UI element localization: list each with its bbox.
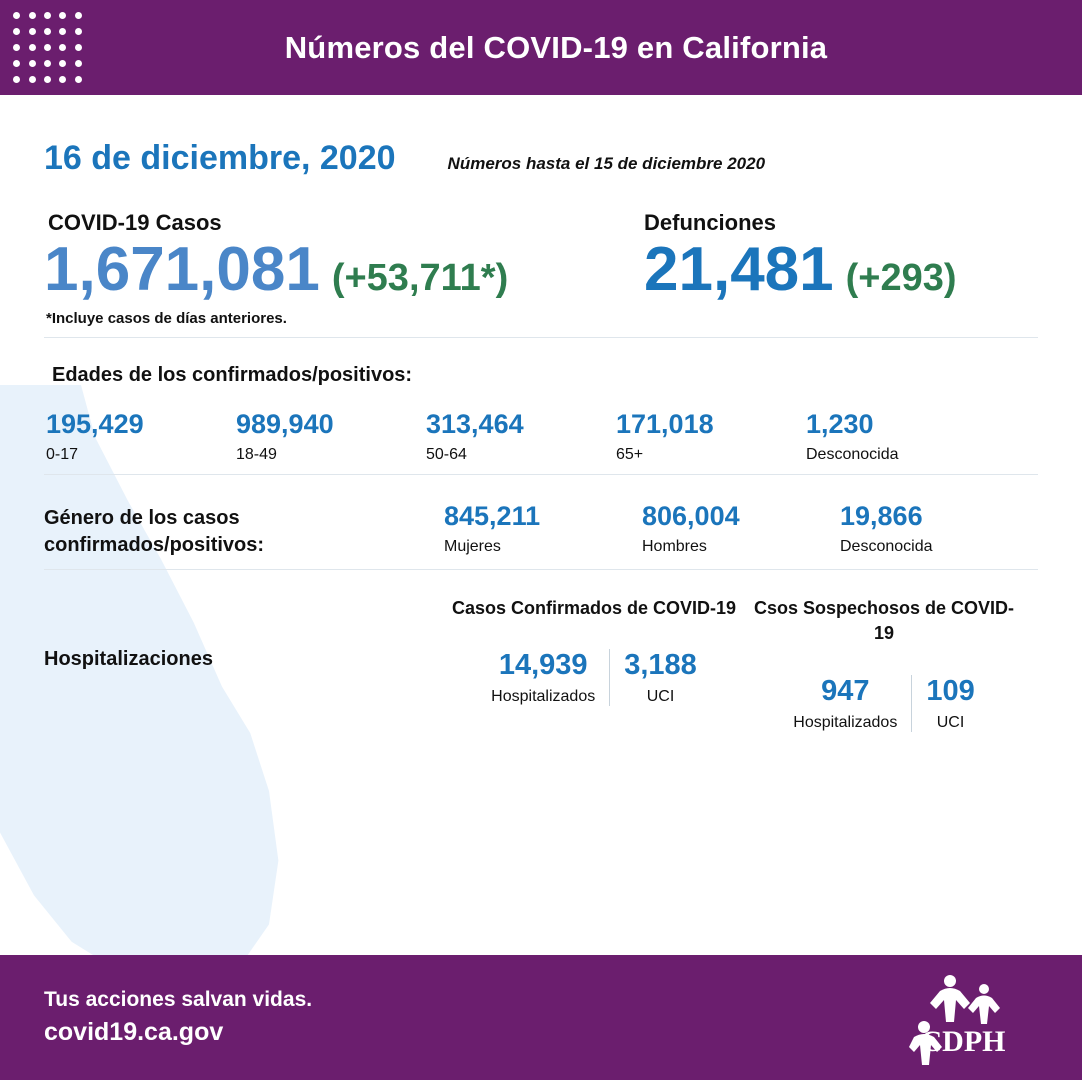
date-row	[44, 95, 1038, 178]
age-value: 989,940	[236, 409, 334, 440]
cdph-logo	[888, 965, 1038, 1070]
gender-label: Género de los casos confirmados/positivos:	[44, 507, 265, 557]
gender-value: 19,866	[840, 501, 923, 532]
page-title: Números del COVID-19 en California	[284, 29, 828, 65]
gender-cell	[444, 501, 642, 556]
deaths-value: 21,481	[644, 235, 834, 304]
body-section	[0, 95, 1082, 955]
cases-delta: (+53,711*)	[331, 257, 509, 299]
gender-cell-label: Desconocida	[840, 538, 933, 556]
dot-grid-decoration	[0, 0, 95, 95]
group-values	[744, 675, 1024, 732]
age-cell	[806, 409, 996, 464]
gender-row	[44, 501, 1038, 559]
divider-after-ages	[44, 474, 1038, 475]
cases-block	[44, 210, 644, 304]
divider-after-gender	[44, 569, 1038, 570]
hosp-cell	[609, 649, 711, 706]
footer-text-block	[44, 988, 312, 1047]
age-label: Desconocida	[806, 446, 899, 464]
footer-tagline: Tus acciones salvan vidas.	[44, 988, 313, 1011]
content-container	[0, 95, 1082, 732]
footer-url[interactable]: covid19.ca.gov	[44, 1018, 224, 1046]
group-title: Csos Sospechosos de COVID-19	[753, 598, 1015, 644]
hosp-sublabel: UCI	[646, 688, 675, 706]
hosp-value: 14,939	[498, 649, 588, 682]
headline-metrics	[44, 210, 1038, 304]
cases-label: COVID-19 Casos	[48, 210, 222, 235]
gender-value: 845,211	[444, 501, 541, 532]
data-through-date: Números hasta el 15 de diciembre 2020	[447, 154, 766, 173]
hosp-cell	[779, 675, 911, 732]
hospitalizations-group-suspected	[744, 596, 1024, 731]
age-label: 18-49	[236, 446, 277, 464]
group-title: Casos Confirmados de COVID-19	[451, 598, 737, 619]
age-value: 171,018	[616, 409, 714, 440]
cdph-logo-text: CDPH	[920, 1025, 1006, 1058]
age-label: 50-64	[426, 446, 467, 464]
hosp-value: 109	[926, 674, 975, 707]
footer-bar	[0, 955, 1082, 1080]
hosp-cell	[911, 675, 988, 732]
gender-cell-label: Hombres	[642, 538, 707, 556]
header-bar	[0, 0, 1082, 95]
age-cell	[616, 409, 806, 464]
report-date: 16 de diciembre, 2020	[44, 139, 396, 177]
deaths-label: Defunciones	[644, 210, 777, 235]
gender-cell-label: Mujeres	[444, 538, 501, 556]
hosp-cell	[477, 649, 609, 706]
cases-value: 1,671,081	[44, 235, 320, 304]
hospitalizations-row	[44, 596, 1038, 731]
deaths-delta: (+293)	[845, 257, 957, 299]
gender-cell	[840, 501, 1038, 556]
cases-number-row	[44, 236, 644, 304]
gender-value: 806,004	[642, 501, 740, 532]
ages-row	[44, 409, 1038, 464]
hosp-sublabel: Hospitalizados	[793, 713, 898, 731]
age-cell	[46, 409, 236, 464]
age-cell	[426, 409, 616, 464]
age-label: 0-17	[46, 446, 79, 464]
hospitalizations-label: Hospitalizaciones	[44, 648, 213, 671]
gender-cell	[642, 501, 840, 556]
hosp-value: 3,188	[624, 649, 697, 682]
hosp-sublabel: Hospitalizados	[491, 688, 596, 706]
age-value: 195,429	[46, 409, 144, 440]
cases-footnote: *Incluye casos de días anteriores.	[46, 310, 287, 328]
age-label: 65+	[616, 446, 644, 464]
age-value: 313,464	[426, 409, 524, 440]
age-value: 1,230	[806, 409, 874, 440]
hospitalizations-group-confirmed	[444, 596, 744, 731]
hosp-value: 947	[821, 674, 870, 707]
deaths-number-row	[644, 236, 957, 304]
ages-title: Edades de los confirmados/positivos:	[52, 364, 413, 387]
divider-after-headline	[44, 337, 1038, 338]
cdph-logo-icon	[888, 965, 1038, 1070]
age-cell	[236, 409, 426, 464]
group-values	[444, 649, 744, 706]
deaths-block	[644, 210, 957, 304]
hosp-sublabel: UCI	[936, 713, 965, 731]
